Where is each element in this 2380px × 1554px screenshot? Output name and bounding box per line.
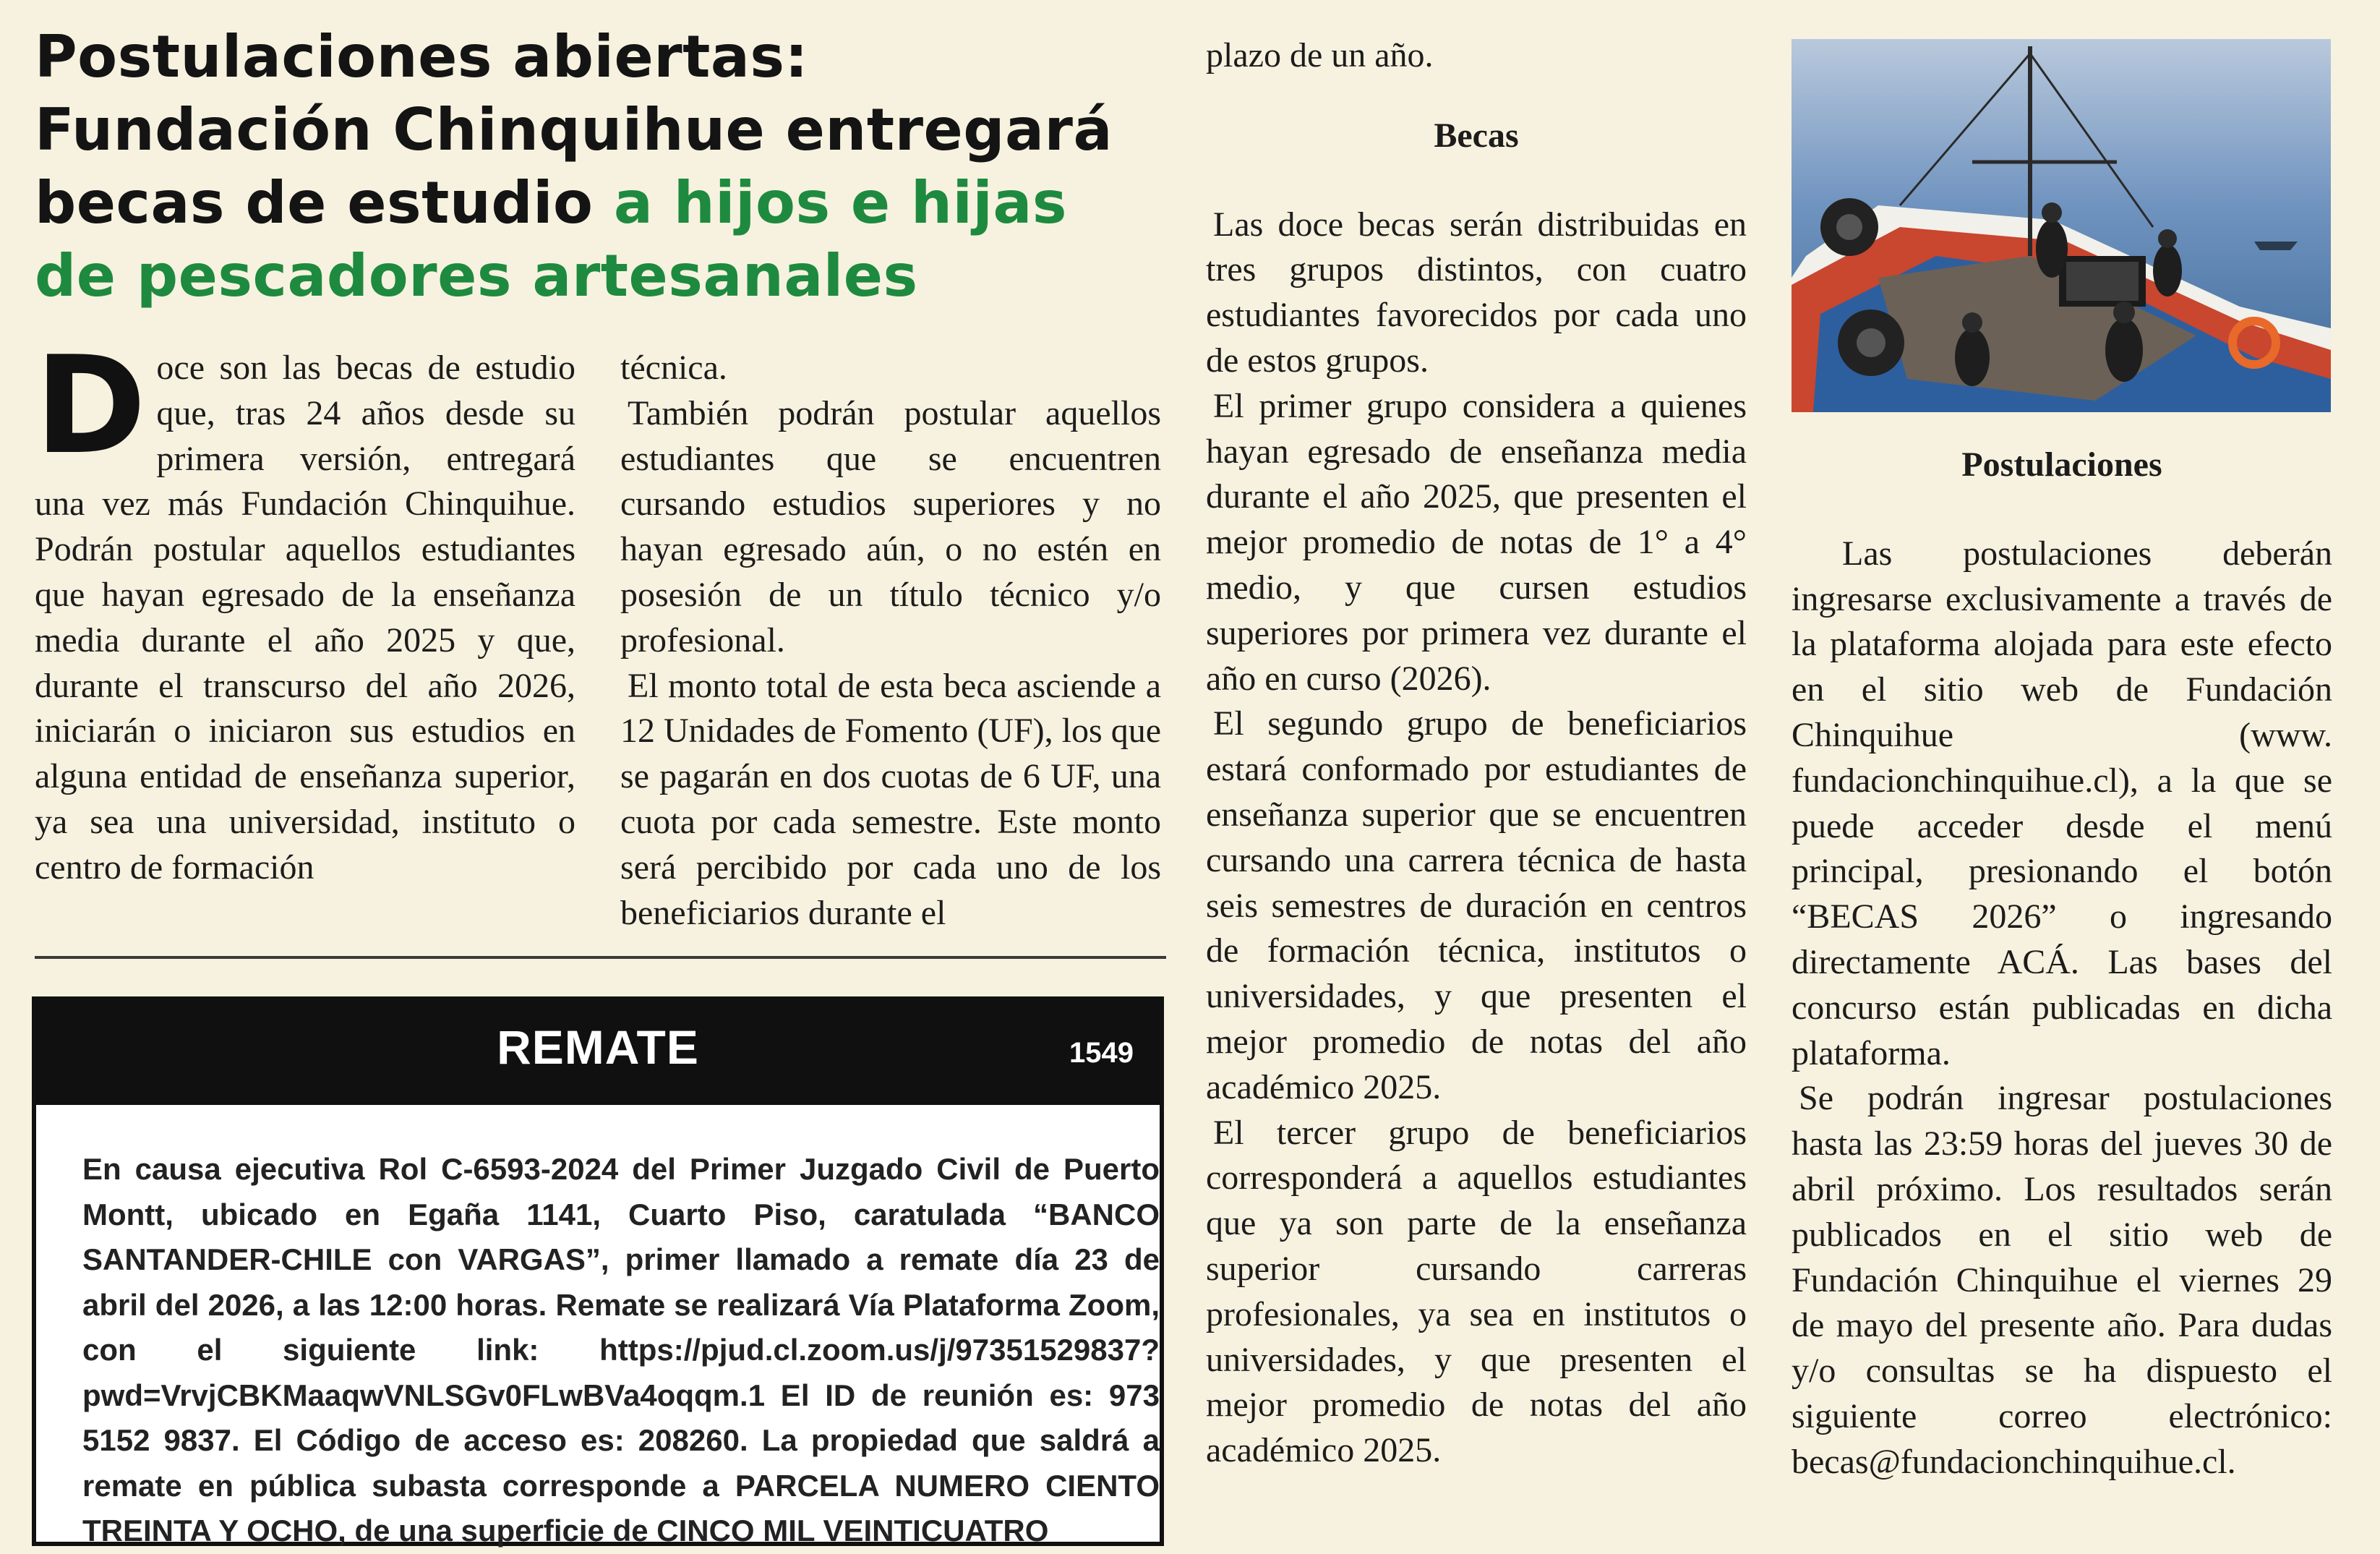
article-column-3	[1206, 33, 1747, 1474]
col3-paragraph-2: El primer grupo considera a quienes hayan egresado de enseñanza media durante el año 2025, que presenten el mejor promedio de notas de 1° a 4° medio, y que cursen estudios superiores por primera vez durante el año en curso (2026).	[1206, 386, 1747, 698]
headline-black: Postulaciones abiertas: Fundación Chinquihue entregará becas de estudio	[35, 23, 1113, 236]
remate-number: 1549	[1069, 1037, 1134, 1069]
col3-paragraph-0: plazo de un año.	[1206, 36, 1434, 74]
col3-paragraph-4: El tercer grupo de beneficiarios corresponderá a aquellos estudiantes que ya son parte de la enseñanza superior cursando carreras profesionales, ya sea en institutos o universidades, y que presenten el mejor promedio de notas del año académico 2025.	[1206, 1113, 1747, 1470]
article-column-2	[620, 346, 1161, 936]
col4-paragraph-1: Las postulaciones deberán ingresarse exclusivamente a través de la plataforma alojada para este efecto en el sitio web de Fundación Chinquihue (www. fundacionchinquihue.cl), a la que se puede acceder desde el menú principal, presionando el botón “BECAS 2026” o ingresando directamente ACÁ. Las bases del concurso están publicadas en dicha plataforma.	[1792, 534, 2332, 1072]
col3-paragraph-1: Las doce becas serán distribuidas en tres grupos distintos, con cuatro estudiantes favorecidos por cada uno de estos grupos.	[1206, 205, 1747, 380]
headline-green: a hijos e hijas de pescadores artesanales	[35, 169, 1067, 309]
headline	[35, 20, 1163, 312]
becas-subhead: Becas	[1434, 116, 1519, 155]
fishing-boat-photo	[1792, 39, 2331, 412]
col4-paragraph-2: Se podrán ingresar postulaciones hasta las 23:59 horas del jueves 30 de abril próximo. Los resultados serán publicados en el sitio web de Fundación Chinquihue el viernes 29 de mayo del presente año. Para dudas y/o consultas se ha dispuesto el siguiente correo electrónico: becas@fundacionchinquihue.cl.	[1792, 1079, 2332, 1481]
postulaciones-subhead: Postulaciones	[1961, 445, 2162, 484]
remate-title: REMATE	[497, 1020, 699, 1074]
col2-paragraph-3: El monto total de esta beca asciende a 12 Unidades de Fomento (UF), los que se pagarán en dos cuotas de 6 UF, una cuota por cada semestre. Este monto será percibido por cada uno de los beneficiarios durante el	[620, 666, 1161, 932]
article-column-4	[1792, 443, 2332, 1485]
section-divider	[35, 956, 1166, 959]
drop-cap: D	[35, 327, 147, 484]
remate-header	[36, 1001, 1160, 1105]
remate-notice	[32, 996, 1164, 1546]
col2-paragraph-2: También podrán postular aquellos estudiantes que se encuentren cursando estudios superiores y no hayan egresado aún, o no estén en posesión de un título técnico y/o profesional.	[620, 393, 1161, 659]
col2-paragraph-1: técnica.	[620, 349, 727, 387]
col1-text: oce son las becas de estudio que, tras 24 años desde su primera versión, entregará una vez más Fundación Chinquihue. Podrán postular aquellos estudiantes que hayan egresado de la enseñanza media durante el año 2025 y que, durante el transcurso del año 2026, iniciarán o iniciaron sus estudios en alguna entidad de enseñanza superior, ya sea una universidad, instituto o centro de formación	[35, 349, 575, 887]
article-column-1	[35, 327, 575, 891]
remate-body: En causa ejecutiva Rol C-6593-2024 del Primer Juzgado Civil de Puerto Montt, ubicado en Egaña 1141, Cuarto Piso, caratulada “BANCO SANTANDER-CHILE con VARGAS”, primer llamado a remate día 23 de abril del 2026, a las 12:00 horas. Remate se realizará Vía Plataforma Zoom, con el siguiente link: https://pjud.cl.zoom.us/j/97351529837?pwd=VrvjCBKMaaqwVNLSGv0FLwBVa4oqqm.1 El ID de reunión es: 973 5152 9837. El Código de acceso es: 208260. La propiedad que saldrá a remate en pública subasta corresponde a PARCELA NUMERO CIENTO TREINTA Y OCHO, de una superficie de CINCO MIL VEINTICUATRO	[82, 1152, 1160, 1547]
boat-photo-illustration	[1792, 39, 2331, 412]
col3-paragraph-3: El segundo grupo de beneficiarios estará conformado por estudiantes de enseñanza superior que se encuentren cursando una carrera técnica de hasta seis semestres de duración en centros de formación técnica, institutos o universidades, y que presenten el mejor promedio de notas del año académico 2025.	[1206, 704, 1747, 1106]
